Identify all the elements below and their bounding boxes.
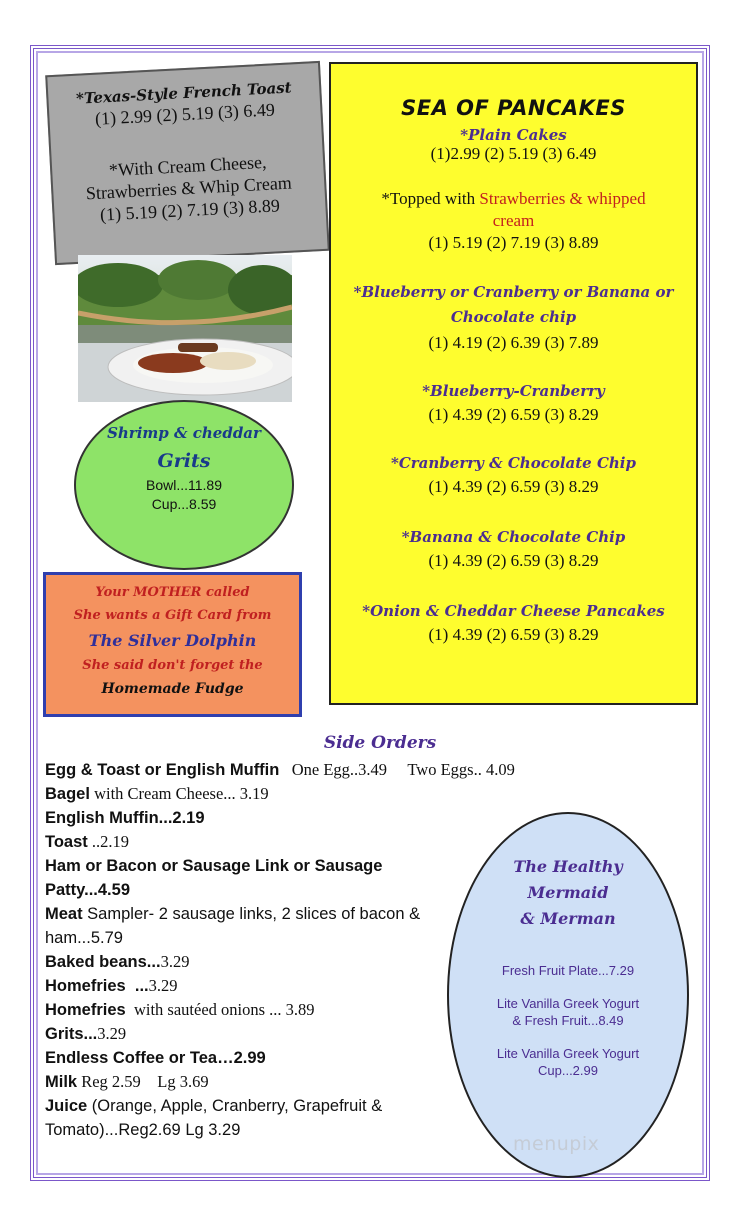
side-orders-list — [45, 758, 515, 1142]
grits-title: Shrimp & cheddar — [107, 424, 261, 442]
item-desc: (Orange, Apple, Cranberry, Grapefruit & — [87, 1097, 383, 1115]
healthy-title — [449, 854, 687, 932]
item-price: ..2.19 — [87, 832, 130, 851]
pancake-name-red2: cream — [492, 211, 535, 230]
list-item — [45, 902, 465, 926]
item-name: Ham or Bacon or Sausage Link or Sausage — [45, 857, 383, 875]
gift-line5: Homemade Fudge — [101, 681, 244, 697]
list-item — [45, 758, 515, 782]
item-name: Toast — [45, 833, 88, 851]
french-toast-prices: (1) 2.99 (2) 5.19 (3) 6.49 — [94, 99, 276, 129]
item-name: Baked beans... — [45, 953, 161, 971]
item-name: Bagel — [45, 785, 90, 803]
variant-prices: (1) 5.19 (2) 7.19 (3) 8.89 — [99, 195, 281, 225]
pancakes-title: SEA OF PANCAKES — [401, 96, 626, 120]
pancake-name: *Plain Cakes — [460, 126, 567, 144]
list-item — [45, 782, 465, 806]
pancake-name: *Blueberry or Cranberry or Banana or — [353, 283, 674, 301]
healthy-ellipse — [447, 812, 689, 1178]
item-price: Patty...4.59 — [45, 881, 130, 899]
list-item — [45, 878, 465, 902]
pancake-item — [331, 188, 696, 254]
breakfast-photo — [78, 255, 292, 402]
healthy-title-line2: Mermaid — [527, 883, 609, 902]
list-item — [45, 1070, 465, 1094]
item-price: 3.29 — [97, 1024, 127, 1043]
pancake-item — [331, 599, 696, 647]
list-item — [45, 974, 465, 998]
item-price: One Egg..3.49 Two Eggs.. 4.09 — [279, 760, 515, 779]
gift-line1: Your MOTHER called — [95, 585, 250, 600]
list-item — [45, 926, 465, 950]
item-price: 3.29 — [160, 952, 190, 971]
pancake-prices: (1) 4.39 (2) 6.59 (3) 8.29 — [428, 477, 599, 496]
grits-cup: Cup...8.59 — [151, 496, 217, 512]
grits-bowl: Bowl...11.89 — [145, 477, 222, 493]
item-name: Milk — [45, 1073, 78, 1091]
gift-line4: She said don't forget the — [82, 658, 263, 673]
item-name: Juice — [45, 1097, 88, 1115]
list-item — [45, 1022, 465, 1046]
french-toast-title: *Texas-Style French Toast — [75, 78, 292, 108]
item-name: Grits... — [45, 1025, 98, 1043]
healthy-item — [449, 1045, 687, 1079]
variant-line1: *With Cream Cheese, — [108, 151, 267, 181]
healthy-item — [449, 995, 687, 1029]
item-name: Meat — [45, 905, 83, 923]
pancake-name: *Banana & Chocolate Chip — [401, 528, 626, 546]
list-item — [45, 1094, 465, 1118]
list-item — [45, 1046, 465, 1070]
pancake-name-red: Strawberries & whipped — [479, 189, 646, 208]
item-name: Endless Coffee or Tea…2.99 — [45, 1049, 266, 1067]
gift-line3: The Silver Dolphin — [88, 631, 257, 650]
item-desc: Sampler- 2 sausage links, 2 slices of bacon & — [82, 905, 421, 923]
item-price: with sautéed onions ... 3.89 — [125, 1000, 315, 1019]
item-name: Egg & Toast or English Muffin — [45, 761, 280, 779]
watermark: menupix — [513, 1133, 600, 1155]
item-name: Homefries ... — [45, 977, 149, 995]
pancake-name2: Chocolate chip — [450, 308, 577, 326]
pancake-name: *Cranberry & Chocolate Chip — [391, 454, 636, 472]
pancake-item — [331, 280, 696, 355]
item-price: ham...5.79 — [45, 929, 123, 947]
pancake-prices: (1) 4.19 (2) 6.39 (3) 7.89 — [428, 333, 599, 352]
list-item — [45, 854, 465, 878]
list-item — [45, 998, 465, 1022]
item-price: Reg 2.59 Lg 3.69 — [77, 1072, 209, 1091]
pancake-prices: (1) 4.39 (2) 6.59 (3) 8.29 — [428, 551, 599, 570]
pancake-prices: (1)2.99 (2) 5.19 (3) 6.49 — [430, 144, 597, 163]
list-item — [45, 1118, 465, 1142]
pancake-item — [331, 379, 696, 427]
pancake-item — [331, 126, 696, 164]
grits-prices — [76, 476, 292, 514]
pancake-name-pre: *Topped with — [381, 189, 480, 208]
list-item — [45, 806, 465, 830]
pancake-name: *Blueberry-Cranberry — [422, 382, 605, 400]
pancake-item — [331, 525, 696, 573]
item-price: 3.29 — [148, 976, 178, 995]
healthy-item-line: & Fresh Fruit...8.49 — [512, 1013, 624, 1028]
item-price: with Cream Cheese... 3.19 — [89, 784, 269, 803]
healthy-item-line: Lite Vanilla Greek Yogurt — [496, 1046, 640, 1061]
pancake-prices: (1) 4.39 (2) 6.59 (3) 8.29 — [428, 625, 599, 644]
grits-name: Grits — [157, 450, 211, 472]
gift-card-box — [43, 572, 302, 717]
list-item — [45, 950, 465, 974]
item-name: English Muffin...2.19 — [45, 809, 205, 827]
french-toast-box — [45, 61, 330, 265]
item-name: Homefries — [45, 1001, 126, 1019]
breakfast-photo-image — [78, 255, 292, 402]
healthy-title-line3: & Merman — [520, 909, 616, 928]
grits-circle — [74, 400, 294, 570]
healthy-item-line: Lite Vanilla Greek Yogurt — [496, 996, 640, 1011]
gift-line2: She wants a Gift Card from — [73, 608, 272, 623]
pancake-prices: (1) 5.19 (2) 7.19 (3) 8.89 — [428, 233, 599, 252]
pancake-name: *Onion & Cheddar Cheese Pancakes — [362, 602, 665, 620]
healthy-title-line1: The Healthy — [513, 857, 623, 876]
side-orders-title: Side Orders — [323, 733, 437, 753]
pancake-name — [331, 188, 696, 210]
list-item — [45, 830, 465, 854]
healthy-item-line: Cup...2.99 — [538, 1063, 598, 1078]
pancake-prices: (1) 4.39 (2) 6.59 (3) 8.29 — [428, 405, 599, 424]
variant-line2: Strawberries & Whip Cream — [85, 172, 293, 204]
pancake-item — [331, 451, 696, 499]
french-toast-variant — [52, 148, 326, 228]
item-price: Tomato)...Reg2.69 Lg 3.29 — [45, 1121, 241, 1139]
pancakes-box — [329, 62, 698, 705]
healthy-item: Fresh Fruit Plate...7.29 — [501, 963, 635, 978]
